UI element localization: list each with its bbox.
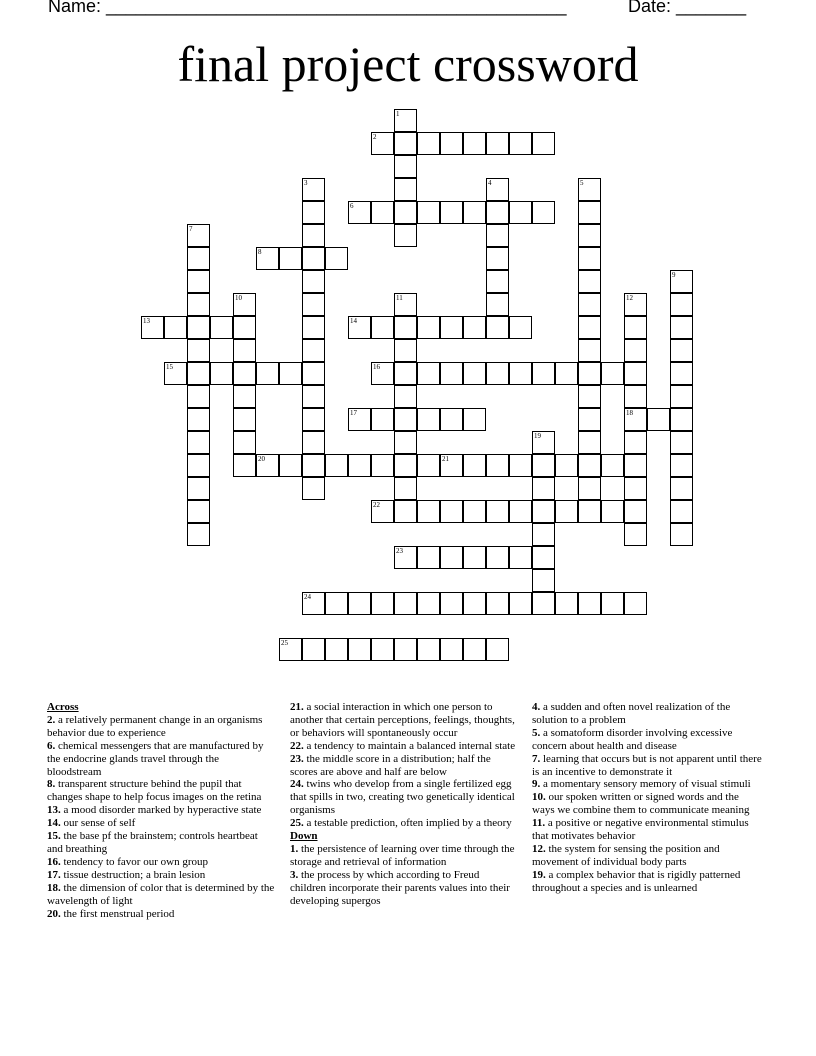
grid-cell[interactable] [624,408,647,431]
clue-down-10: 10. our spoken written or signed words and the ways we combine them to communicate meaning [532,791,750,817]
grid-cell[interactable] [440,638,463,661]
grid-cell[interactable] [302,592,325,615]
grid-cell[interactable] [486,592,509,615]
grid-cell[interactable] [187,224,210,247]
clue-number: 8 [258,248,262,256]
grid-cell[interactable] [463,201,486,224]
grid-cell[interactable] [670,385,693,408]
grid-cell[interactable] [463,546,486,569]
grid-cell[interactable] [509,362,532,385]
grid-cell[interactable] [624,316,647,339]
clue-number: 2 [373,133,377,141]
grid-cell[interactable] [670,270,693,293]
grid-cell[interactable] [601,362,624,385]
grid-cell[interactable] [463,362,486,385]
grid-cell[interactable] [486,270,509,293]
clue-number: 4 [488,179,492,187]
clue-across-14: 14. our sense of self [47,817,136,830]
clue-down-4: 4. a sudden and often novel realization of the solution to a problem [532,701,731,726]
clue-down-7: 7. learning that occurs but is not apparent until there is an incentive to demonstrate it [532,752,762,778]
grid-cell[interactable] [578,293,601,316]
grid-cell[interactable] [555,362,578,385]
grid-cell[interactable] [348,592,371,615]
clue-number: 7 [189,225,193,233]
clue-down-19: 19. a complex behavior that is rigidly patterned throughout a species and is unlearned [532,868,741,894]
grid-cell[interactable] [578,385,601,408]
grid-cell[interactable] [624,523,647,546]
grid-cell[interactable] [624,454,647,477]
clue-down-3: 3. the process by which according to Freud children incorporate their parents values into their developing supergos [290,868,510,907]
clue-number: 3 [304,179,308,187]
clue-across-18: 18. the dimension of color that is determined by the wavelength of light [47,881,275,907]
grid-cell[interactable] [417,546,440,569]
grid-cell[interactable] [463,638,486,661]
grid-cell[interactable] [302,638,325,661]
grid-cell[interactable] [417,132,440,155]
grid-cell[interactable] [463,132,486,155]
grid-cell[interactable] [578,454,601,477]
grid-cell[interactable] [601,592,624,615]
grid-cell[interactable] [394,224,417,247]
grid-cell[interactable] [394,132,417,155]
grid-cell[interactable] [187,454,210,477]
clues-column-3 [532,701,762,895]
grid-cell[interactable] [187,477,210,500]
grid-cell[interactable] [302,178,325,201]
grid-cell[interactable] [371,201,394,224]
clue-number: 25 [281,639,288,647]
grid-cell[interactable] [302,201,325,224]
grid-cell[interactable] [532,431,555,454]
grid-cell[interactable] [532,454,555,477]
grid-cell[interactable] [509,592,532,615]
grid-cell[interactable] [371,592,394,615]
grid-cell[interactable] [394,431,417,454]
grid-cell[interactable] [486,178,509,201]
grid-cell[interactable] [302,477,325,500]
grid-cell[interactable] [394,316,417,339]
grid-cell[interactable] [532,362,555,385]
grid-cell[interactable] [394,178,417,201]
grid-cell[interactable] [670,408,693,431]
grid-cell[interactable] [187,316,210,339]
grid-cell[interactable] [578,201,601,224]
grid-cell[interactable] [670,477,693,500]
grid-cell[interactable] [256,454,279,477]
grid-cell[interactable] [394,500,417,523]
grid-cell[interactable] [532,569,555,592]
grid-cell[interactable] [486,316,509,339]
grid-cell[interactable] [417,500,440,523]
clue-across-22: 22. a tendency to maintain a balanced internal state [290,739,516,752]
clue-across-16: 16. tendency to favor our own group [47,855,208,868]
grid-cell[interactable] [555,500,578,523]
grid-cell[interactable] [578,247,601,270]
grid-cell[interactable] [670,316,693,339]
grid-cell[interactable] [302,247,325,270]
grid-cell[interactable] [233,408,256,431]
down-heading: Down [290,830,318,843]
grid-cell[interactable] [670,339,693,362]
grid-cell[interactable] [233,431,256,454]
grid-cell[interactable] [486,500,509,523]
grid-cell[interactable] [279,454,302,477]
grid-cell[interactable] [509,316,532,339]
grid-cell[interactable] [578,178,601,201]
grid-cell[interactable] [440,201,463,224]
grid-cell[interactable] [624,592,647,615]
grid-cell[interactable] [486,132,509,155]
grid-cell[interactable] [187,500,210,523]
clues-column-2 [290,701,518,908]
clue-number: 22 [373,501,380,509]
grid-cell[interactable] [348,316,371,339]
clue-across-6: 6. chemical messengers that are manufactured by the endocrine glands travel through the bloodstream [47,739,264,778]
grid-cell[interactable] [440,500,463,523]
grid-cell[interactable] [509,454,532,477]
clue-number: 10 [235,294,242,302]
grid-cell[interactable] [509,132,532,155]
grid-cell[interactable] [371,408,394,431]
grid-cell[interactable] [578,270,601,293]
grid-cell[interactable] [394,109,417,132]
clue-down-1: 1. the persistence of learning over time through the storage and retrieval of information [290,842,515,868]
grid-cell[interactable] [578,592,601,615]
clue-number: 5 [580,179,584,187]
grid-cell[interactable] [532,201,555,224]
grid-cell[interactable] [624,293,647,316]
grid-cell[interactable] [187,247,210,270]
grid-cell[interactable] [371,454,394,477]
clue-number: 16 [373,363,380,371]
grid-cell[interactable] [486,362,509,385]
grid-cell[interactable] [601,500,624,523]
grid-cell[interactable] [210,362,233,385]
grid-cell[interactable] [279,362,302,385]
grid-cell[interactable] [463,454,486,477]
grid-cell[interactable] [532,592,555,615]
grid-cell[interactable] [670,293,693,316]
page-title: final project crossword [177,36,639,92]
clue-down-5: 5. a somatoform disorder involving excessive concern about health and disease [532,726,733,752]
grid-cell[interactable] [578,500,601,523]
grid-cell[interactable] [624,339,647,362]
clue-across-2: 2. a relatively permanent change in an organisms behavior due to experience [47,713,263,739]
grid-cell[interactable] [394,385,417,408]
grid-cell[interactable] [371,132,394,155]
grid-cell[interactable] [578,362,601,385]
grid-cell[interactable] [440,132,463,155]
grid-cell[interactable] [486,454,509,477]
grid-cell[interactable] [624,500,647,523]
grid-cell[interactable] [624,385,647,408]
grid-cell[interactable] [233,316,256,339]
grid-cell[interactable] [394,155,417,178]
clue-number: 9 [672,271,676,279]
grid-cell[interactable] [256,362,279,385]
clue-across-8: 8. transparent structure behind the pupil that changes shape to help focus images on the retina [47,778,262,804]
grid-cell[interactable] [279,247,302,270]
across-heading: Across [47,701,79,713]
grid-cell[interactable] [417,592,440,615]
grid-cell[interactable] [394,592,417,615]
clue-number: 18 [626,409,633,417]
clue-number: 17 [350,409,357,417]
grid-cell[interactable] [394,454,417,477]
grid-cell[interactable] [325,638,348,661]
grid-cell[interactable] [394,546,417,569]
grid-cell[interactable] [394,293,417,316]
grid-cell[interactable] [348,638,371,661]
clue-across-20: 20. the first menstrual period [47,907,175,920]
grid-cell[interactable] [486,293,509,316]
clue-number: 14 [350,317,357,325]
grid-cell[interactable] [578,339,601,362]
grid-cell[interactable] [509,201,532,224]
grid-cell[interactable] [463,408,486,431]
grid-cell[interactable] [670,500,693,523]
grid-cell[interactable] [440,454,463,477]
grid-cell[interactable] [647,408,670,431]
grid-cell[interactable] [187,408,210,431]
grid-cell[interactable] [555,454,578,477]
date-field-label: Date: _______ [628,0,747,16]
grid-cell[interactable] [302,224,325,247]
grid-cell[interactable] [417,316,440,339]
grid-cell[interactable] [233,339,256,362]
grid-cell[interactable] [440,546,463,569]
grid-cell[interactable] [624,362,647,385]
grid-cell[interactable] [578,316,601,339]
clue-across-15: 15. the base pf the brainstem; controls heartbeat and breathing [47,830,258,855]
clues-column-1 [47,701,275,920]
grid-cell[interactable] [532,546,555,569]
grid-cell[interactable] [210,316,233,339]
grid-cell[interactable] [509,500,532,523]
grid-cell[interactable] [233,293,256,316]
clue-down-12: 12. the system for sensing the position and movement of individual body parts [532,842,720,868]
grid-cell[interactable] [394,638,417,661]
clue-across-21: 21. a social interaction in which one person to another that certain perceptions, feelings, thoughts, or behaviors will spontaneously occur [290,701,515,739]
clue-across-25: 25. a testable prediction, often implied by a theory [290,817,512,830]
grid-cell[interactable] [187,523,210,546]
clue-number: 24 [304,593,311,601]
grid-cell[interactable] [371,500,394,523]
clue-number: 13 [143,317,150,325]
grid-cell[interactable] [486,638,509,661]
grid-cell[interactable] [463,316,486,339]
grid-cell[interactable] [440,316,463,339]
grid-cell[interactable] [371,316,394,339]
grid-cell[interactable] [578,431,601,454]
grid-cell[interactable] [302,454,325,477]
grid-cell[interactable] [187,293,210,316]
grid-cell[interactable] [486,201,509,224]
grid-cell[interactable] [417,201,440,224]
grid-cell[interactable] [670,454,693,477]
grid-cell[interactable] [509,546,532,569]
grid-cell[interactable] [348,408,371,431]
grid-cell[interactable] [417,454,440,477]
clue-number: 19 [534,432,541,440]
grid-cell[interactable] [394,201,417,224]
grid-cell[interactable] [302,362,325,385]
grid-cell[interactable] [463,592,486,615]
grid-cell[interactable] [486,224,509,247]
grid-cell[interactable] [164,316,187,339]
grid-cell[interactable] [348,201,371,224]
grid-cell[interactable] [394,477,417,500]
grid-cell[interactable] [440,362,463,385]
grid-cell[interactable] [302,408,325,431]
grid-cell[interactable] [394,339,417,362]
grid-cell[interactable] [394,408,417,431]
clue-across-23: 23. the middle score in a distribution; half the scores are above and half are below [290,752,491,778]
clue-down-11: 11. a positive or negative environmental stimulus that motivates behavior [532,817,749,843]
grid-cell[interactable] [532,500,555,523]
grid-cell[interactable] [187,362,210,385]
grid-cell[interactable] [624,477,647,500]
grid-cell[interactable] [371,362,394,385]
clue-down-9: 9. a momentary sensory memory of visual stimuli [532,778,751,791]
clue-number: 20 [258,455,265,463]
grid-cell[interactable] [670,362,693,385]
grid-cell[interactable] [417,638,440,661]
grid-cell[interactable] [233,385,256,408]
grid-cell[interactable] [302,270,325,293]
grid-cell[interactable] [141,316,164,339]
clue-number: 15 [166,363,173,371]
grid-cell[interactable] [417,408,440,431]
grid-cell[interactable] [624,431,647,454]
grid-cell[interactable] [578,224,601,247]
grid-cell[interactable] [555,592,578,615]
grid-cell[interactable] [256,247,279,270]
clue-number: 11 [396,294,403,302]
grid-cell[interactable] [440,592,463,615]
grid-cell[interactable] [302,339,325,362]
clue-number: 23 [396,547,403,555]
grid-cell[interactable] [187,385,210,408]
grid-cell[interactable] [486,247,509,270]
grid-cell[interactable] [394,362,417,385]
clue-across-24: 24. twins who develop from a single fertilized egg that spills in two, creating two genetically identical organisms [290,778,515,817]
grid-cell[interactable] [440,408,463,431]
grid-cell[interactable] [164,362,187,385]
grid-cell[interactable] [302,316,325,339]
grid-cell[interactable] [578,477,601,500]
grid-cell[interactable] [371,638,394,661]
grid-cell[interactable] [187,270,210,293]
clue-across-17: 17. tissue destruction; a brain lesion [47,868,206,881]
grid-cell[interactable] [325,454,348,477]
grid-cell[interactable] [302,293,325,316]
grid-cell[interactable] [532,523,555,546]
grid-cell[interactable] [233,362,256,385]
grid-cell[interactable] [325,247,348,270]
grid-cell[interactable] [325,592,348,615]
grid-cell[interactable] [417,362,440,385]
grid-cell[interactable] [348,454,371,477]
grid-cell[interactable] [486,546,509,569]
grid-cell[interactable] [601,454,624,477]
grid-cell[interactable] [578,408,601,431]
grid-cell[interactable] [532,477,555,500]
name-field-label: Name: ______________________________________________ [48,0,567,16]
grid-cell[interactable] [302,431,325,454]
grid-cell[interactable] [279,638,302,661]
grid-cell[interactable] [187,339,210,362]
grid-cell[interactable] [670,431,693,454]
grid-cell[interactable] [302,385,325,408]
clue-number: 12 [626,294,633,302]
clue-number: 6 [350,202,354,210]
grid-cell[interactable] [187,431,210,454]
grid-cell[interactable] [670,523,693,546]
clue-across-13: 13. a mood disorder marked by hyperactive state [47,804,262,817]
grid-cell[interactable] [532,132,555,155]
clue-number: 21 [442,455,449,463]
grid-cell[interactable] [233,454,256,477]
clue-number: 1 [396,110,400,118]
grid-cell[interactable] [463,500,486,523]
